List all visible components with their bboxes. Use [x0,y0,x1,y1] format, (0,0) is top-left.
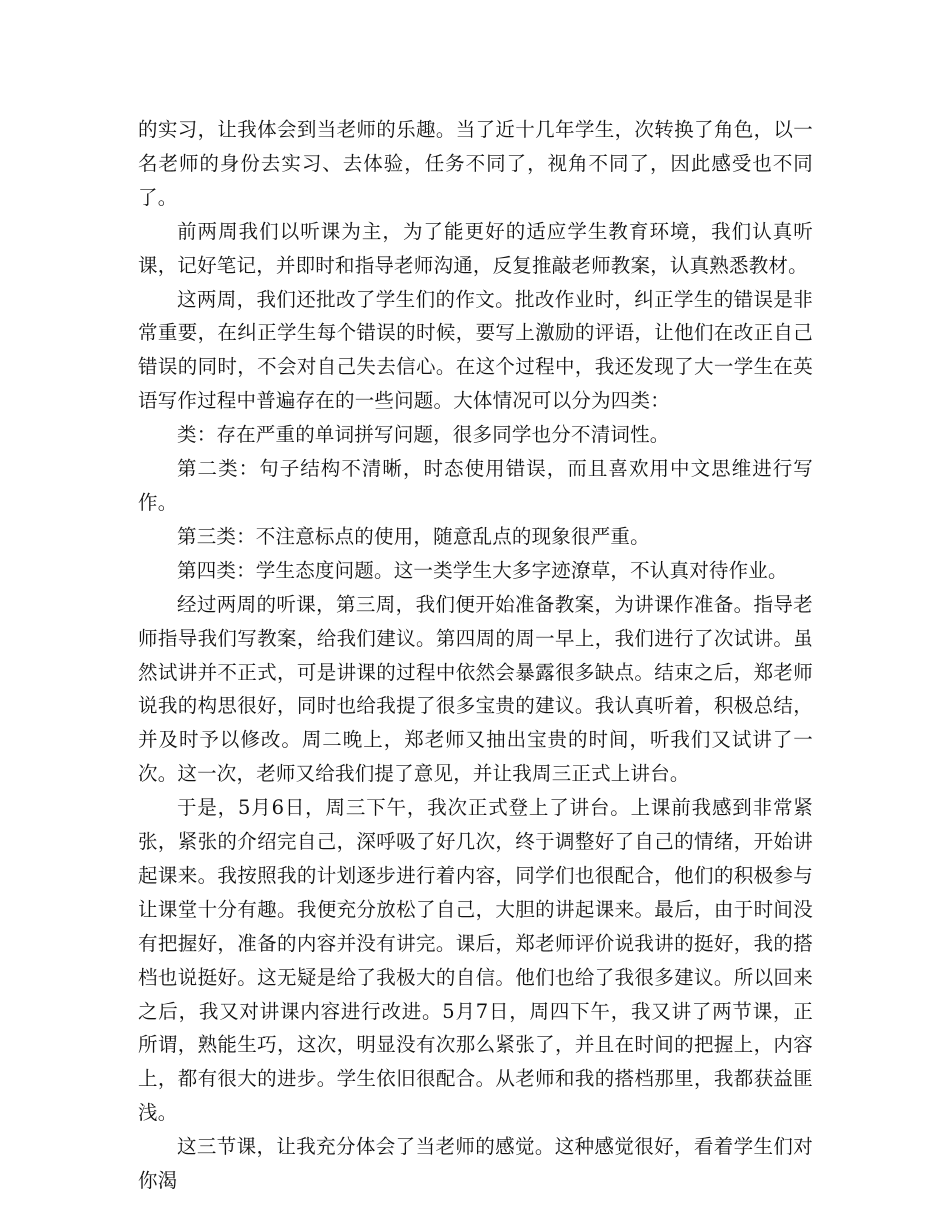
document-body [138,113,813,1198]
paragraph-internship-intro: 的实习，让我体会到当老师的乐趣。当了近十几年学生，次转换了角色，以一名老师的身份去实习、去体验，任务不同了，视角不同了，因此感受也不同了。 [138,118,813,209]
paragraph-lesson-preparation: 经过两周的听课，第三周，我们便开始准备教案，为讲课作准备。指导老师指导我们写教案，给我们建议。第四周的周一早上，我们进行了次试讲。虽然试讲并不正式，可是讲课的过程中依然会暴露很多缺点。结束之后，郑老师说我的构思很好，同时也给我提了很多宝贵的建议。我认真听着，积极总结，并及时予以修改。周二晚上，郑老师又抽出宝贵的时间，听我们又试讲了一次。这一次，老师又给我们提了意见，并让我周三正式上讲台。 [138,592,813,786]
paragraph-problem-type-2: 第二类：句子结构不清晰，时态使用错误，而且喜欢用中文思维进行写作。 [138,457,813,514]
paragraph-first-two-weeks: 前两周我们以听课为主，为了能更好的适应学生教育环境，我们认真听课，记好笔记，并即时和指导老师沟通，反复推敲老师教案，认真熟悉教材。 [138,219,813,277]
paragraph-first-lecture: 于是，5月6日，周三下午，我次正式登上了讲台。上课前我感到非常紧张，紧张的介绍完自己，深呼吸了好几次，终于调整好了自己的情绪，开始讲起课来。我按照我的计划逐步进行着内容，同学们也很配合，他们的积极参与让课堂十分有趣。我便充分放松了自己，大胆的讲起课来。最后，由于时间没有把握好，准备的内容并没有讲完。课后，郑老师评价说我讲的挺好，我的搭档也说挺好。这无疑是给了我极大的自信。他们也给了我很多建议。所以回来之后，我又对讲课内容进行改进。5月7日，周四下午，我又讲了两节课，正所谓，熟能生巧，这次，明显没有次那么紧张了，并且在时间的把握上，内容上，都有很大的进步。学生依旧很配合。从老师和我的搭档那里，我都获益匪浅。 [138,796,813,1125]
paragraph-three-lessons: 这三节课，让我充分体会了当老师的感觉。这种感觉很好，看着学生们对你渴 [138,1135,813,1193]
paragraph-problem-type-4: 第四类：学生态度问题。这一类学生大多字迹潦草，不认真对待作业。 [177,558,788,582]
paragraph-problem-type-3: 第三类：不注意标点的使用，随意乱点的现象很严重。 [177,524,650,548]
paragraph-grading-essays: 这两周，我们还批改了学生们的作文。批改作业时，纠正学生的错误是非常重要，在纠正学生每个错误的时候，要写上激励的评语，让他们在改正自己错误的同时，不会对自己失去信心。在这个过程中，我还发现了大一学生在英语写作过程中普遍存在的一些问题。大体情况可以分为四类： [138,287,813,413]
paragraph-problem-type-1: 类：存在严重的单词拼写问题，很多同学也分不清词性。 [177,423,670,447]
